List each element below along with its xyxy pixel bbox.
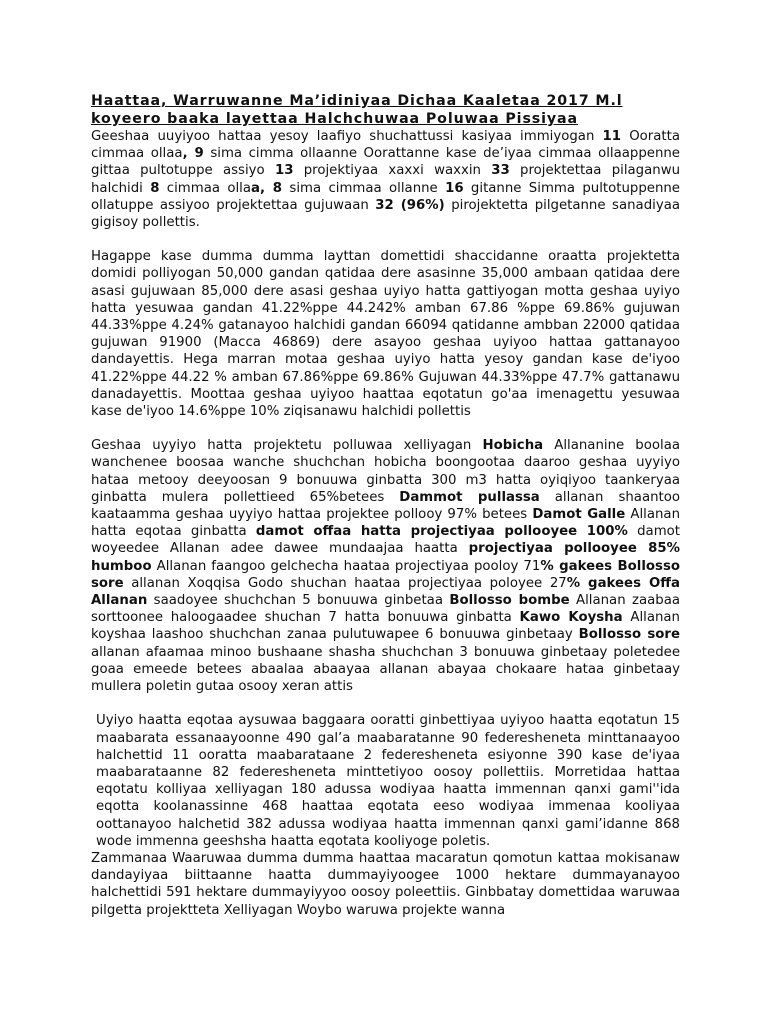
paragraph-water-committees: Uyiyo haatta eqotaa aysuwaa baggaara ooratti ginbettiyaa uyiyoo haatta eqotatun 15 maabarata essanaayoonne 490 gal’a maabaratanne 90 federesheneta minttanaayoo halchettid 11 ooratta maabarataane 2 federesheneta esiyonne 390 kase de'iyaa maabarataanne 82 federesheneta minttetiyoo oosoy pollettiis. Morretidaa hattaa eqotatu kolliyaa xelliyagan 180 adussa wodiyaa haatta immennan qanxi gami''ida eqotta koolanassinne 468 haattaa eqotata eeso wodiyaa immenaa kooliyaa oottanayoo halchetid 382 adussa wodiyaa haatta immennan qanxi gami’idanne 868 wode immenna geeshsha haatta eqotata kooliyoge poletis. xyxy=(96,713,680,849)
title-line-2: koyeero baaka layettaa Halchchuwaa Poluwaa Pissiyaa xyxy=(91,111,578,127)
paragraph-woreda-projects: Geshaa uyyiyo hatta projektetu polluwaa xelliyagan Hobicha Allananine boolaa wanchenee boosaa wanche shuchchan hobicha boongootaa daaroo geshaa uyyiyo hataa metooy deeyoosan 9 bonuuwa ginbatta 300 m3 hatta oyiqiyoo taankeryaa ginbatta mulera pollettieed 65%betees Dammot pullassa allanan shaantoo kaataamma geshaa uyyiyo hattaa projektee pollooy 97% betees Damot Galle Allanan hatta eqotaa ginbatta damot offaa hatta projectiyaa pollooyee 100% damot woyeedee Allanan adee dawee mundaajaa haatta projectiyaa pollooyee 85% humboo Allanan faangoo gelchecha haataa projectiyaa pooloy 71% gakees Bollosso sore allanan Xoqqisa Godo shuchan haataa projectiyaa poloyee 27% gakees Offa Allanan saadoyee shuchchan 5 bonuuwa ginbetaa Bollosso bombe Allanan zaabaa sorttoonee haloogaadee shuchan 7 hatta bonuuwa ginbatta Kawo Koysha Allanan koyshaa laashoo shuchchan zanaa pulutuwapee 6 bonuuwa ginbetaay Bollosso sore allanan afaamaa minoo bushaane shasha shuchchan 3 bonuuwa ginbetaay poletedee goaa emeede betees abaalaa abaayaa allanan abayaa chokaare hataa ginbetaay mullera poletin gutaa osooy xeran attis xyxy=(91,438,681,695)
paragraph-project-summary: Geeshaa uuyiyoo hattaa yesoy laafiyo shuchattussi kasiyaa immiyogan 11 Ooratta cimmaa ollaa, 9 sima cimma ollaanne Oorattanne kase de’iyaa cimmaa ollaappenne gittaa pultotuppe assiyo 13 projektiyaa xaxxi waxxin 33 projektettaa pilaganwu halchidi 8 cimmaa ollaa, 8 sima cimmaa ollanne 16 gitanne Simma pultotuppenne ollatuppe assiyoo projektettaa gujuwaan 32 (96%) pirojektetta pilgetanne sanadiyaa gigisoy pollettis. xyxy=(91,129,681,231)
title-line-1: Haattaa, Warruwanne Ma’idiniyaa Dichaa Kaaletaa 2017 M.l xyxy=(91,93,623,109)
paragraph-irrigation: Zammanaa Waaruwaa dumma dumma haattaa macaratun qomotun kattaa mokisanaw dandayiyaa biittaanne haatta dummayiyoogee 1000 hektare dummayanayoo halchettidi 591 hektare dummayiyyoo oosoy poleettiis. Ginbbatay domettidaa waruwaa pilgetta projektteta Xelliyagan Woybo waruwa projekte wanna xyxy=(91,850,680,918)
paragraph-water-coverage: Hagappe kase dumma dumma layttan domettidi shaccidanne oraatta projektetta domidi polliyogan 50,000 gandan qatidaa dere asasinne 35,000 ambaan qatidaa dere asasi gujuwaan 85,000 dere asasi geshaa uyiyo hatta gattiyogan motta geshaa uyiyo hatta yesuwaa gandan 41.22%ppe 44.242% amban 67.86 %ppe 69.86% gujuwan 44.33%ppe 4.24% gatanayoo halchidi gandan 66094 qatidanne ambban 22000 qatidaa gujuwan 91900 (Macca 46869) dere asayoo geshaa uyiyoo hattaa gattanayoo dandayettis. Hega marran motaa geshaa uyiyo hatta yesoy gandan kase de'iyoo 41.22%ppe 44.22 % amban 67.86%ppe 69.86% Gujuwan 44.33%ppe 47.7% gattanawu danadayettis. Moottaa geshaa uyiyoo haattaa eqotatun go'aa imenagettu yesuwaa kase de'iyoo 14.6%ppe 10% ziqisanawu halchidi pollettis xyxy=(91,249,680,420)
document-title xyxy=(91,92,680,128)
